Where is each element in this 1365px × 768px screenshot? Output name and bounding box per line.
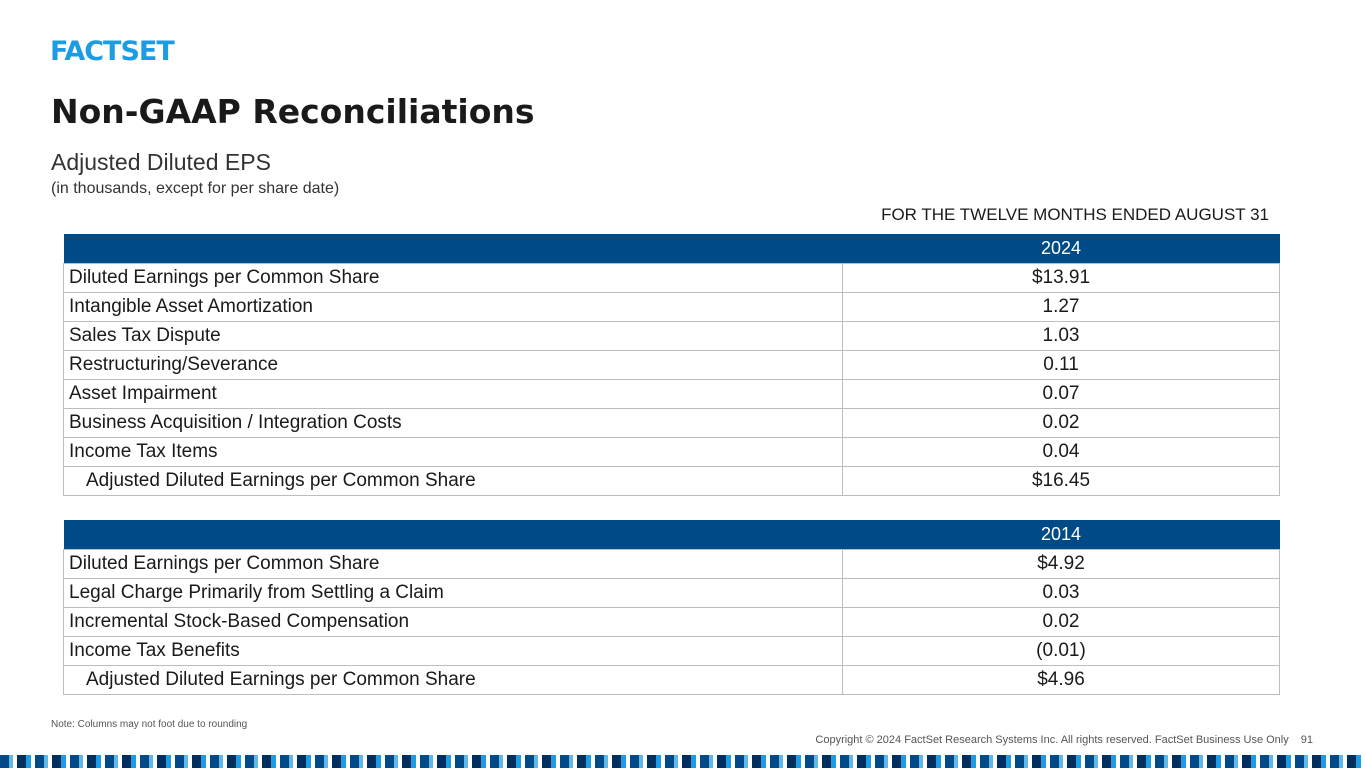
row-value: $4.96 bbox=[843, 666, 1280, 695]
year-header: 2014 bbox=[843, 520, 1280, 550]
total-row bbox=[64, 666, 1280, 695]
row-value: $13.91 bbox=[843, 264, 1280, 293]
row-value: 1.03 bbox=[843, 322, 1280, 351]
table-row bbox=[64, 409, 1280, 438]
header-label-cell bbox=[64, 520, 843, 550]
row-label: Intangible Asset Amortization bbox=[64, 293, 843, 322]
table-row bbox=[64, 608, 1280, 637]
reconciliation-table-2024 bbox=[63, 234, 1280, 496]
reconciliation-table-2014 bbox=[63, 520, 1280, 695]
row-value: $16.45 bbox=[843, 467, 1280, 496]
period-label: FOR THE TWELVE MONTHS ENDED AUGUST 31 bbox=[881, 205, 1269, 224]
row-label: Asset Impairment bbox=[64, 380, 843, 409]
decorative-footer-strip bbox=[0, 755, 1365, 768]
table-header-row bbox=[64, 520, 1280, 550]
units-note: (in thousands, except for per share date) bbox=[51, 180, 340, 197]
row-value: 0.07 bbox=[843, 380, 1280, 409]
rounding-note: Note: Columns may not foot due to rounding bbox=[51, 719, 248, 730]
row-label: Restructuring/Severance bbox=[64, 351, 843, 380]
year-header: 2024 bbox=[843, 234, 1280, 264]
page-subtitle: Adjusted Diluted EPS bbox=[51, 149, 271, 175]
page-title: Non-GAAP Reconciliations bbox=[51, 92, 535, 131]
row-label: Diluted Earnings per Common Share bbox=[64, 264, 843, 293]
factset-logo: FACTSET bbox=[50, 36, 174, 67]
row-value: 0.02 bbox=[843, 608, 1280, 637]
row-value: 0.03 bbox=[843, 579, 1280, 608]
copyright-text: Copyright © 2024 FactSet Research Systems Inc. All rights reserved. FactSet Business Use Only bbox=[815, 734, 1289, 746]
row-value: (0.01) bbox=[843, 637, 1280, 666]
row-label: Adjusted Diluted Earnings per Common Share bbox=[64, 666, 843, 695]
table-row bbox=[64, 550, 1280, 579]
table-row bbox=[64, 637, 1280, 666]
table-row bbox=[64, 438, 1280, 467]
table-row bbox=[64, 322, 1280, 351]
row-label: Income Tax Benefits bbox=[64, 637, 843, 666]
row-value: 1.27 bbox=[843, 293, 1280, 322]
row-value: 0.02 bbox=[843, 409, 1280, 438]
table-row bbox=[64, 293, 1280, 322]
row-label: Business Acquisition / Integration Costs bbox=[64, 409, 843, 438]
row-label: Legal Charge Primarily from Settling a Claim bbox=[64, 579, 843, 608]
row-value: 0.04 bbox=[843, 438, 1280, 467]
row-label: Adjusted Diluted Earnings per Common Share bbox=[64, 467, 843, 496]
row-label: Diluted Earnings per Common Share bbox=[64, 550, 843, 579]
table-row bbox=[64, 579, 1280, 608]
table-row bbox=[64, 264, 1280, 293]
table-header-row bbox=[64, 234, 1280, 264]
header-label-cell bbox=[64, 234, 843, 264]
table-row bbox=[64, 380, 1280, 409]
row-label: Incremental Stock-Based Compensation bbox=[64, 608, 843, 637]
copyright-footer bbox=[815, 734, 1313, 746]
row-label: Income Tax Items bbox=[64, 438, 843, 467]
row-label: Sales Tax Dispute bbox=[64, 322, 843, 351]
row-value: 0.11 bbox=[843, 351, 1280, 380]
row-value: $4.92 bbox=[843, 550, 1280, 579]
page-number: 91 bbox=[1300, 734, 1313, 746]
table-row bbox=[64, 351, 1280, 380]
total-row bbox=[64, 467, 1280, 496]
